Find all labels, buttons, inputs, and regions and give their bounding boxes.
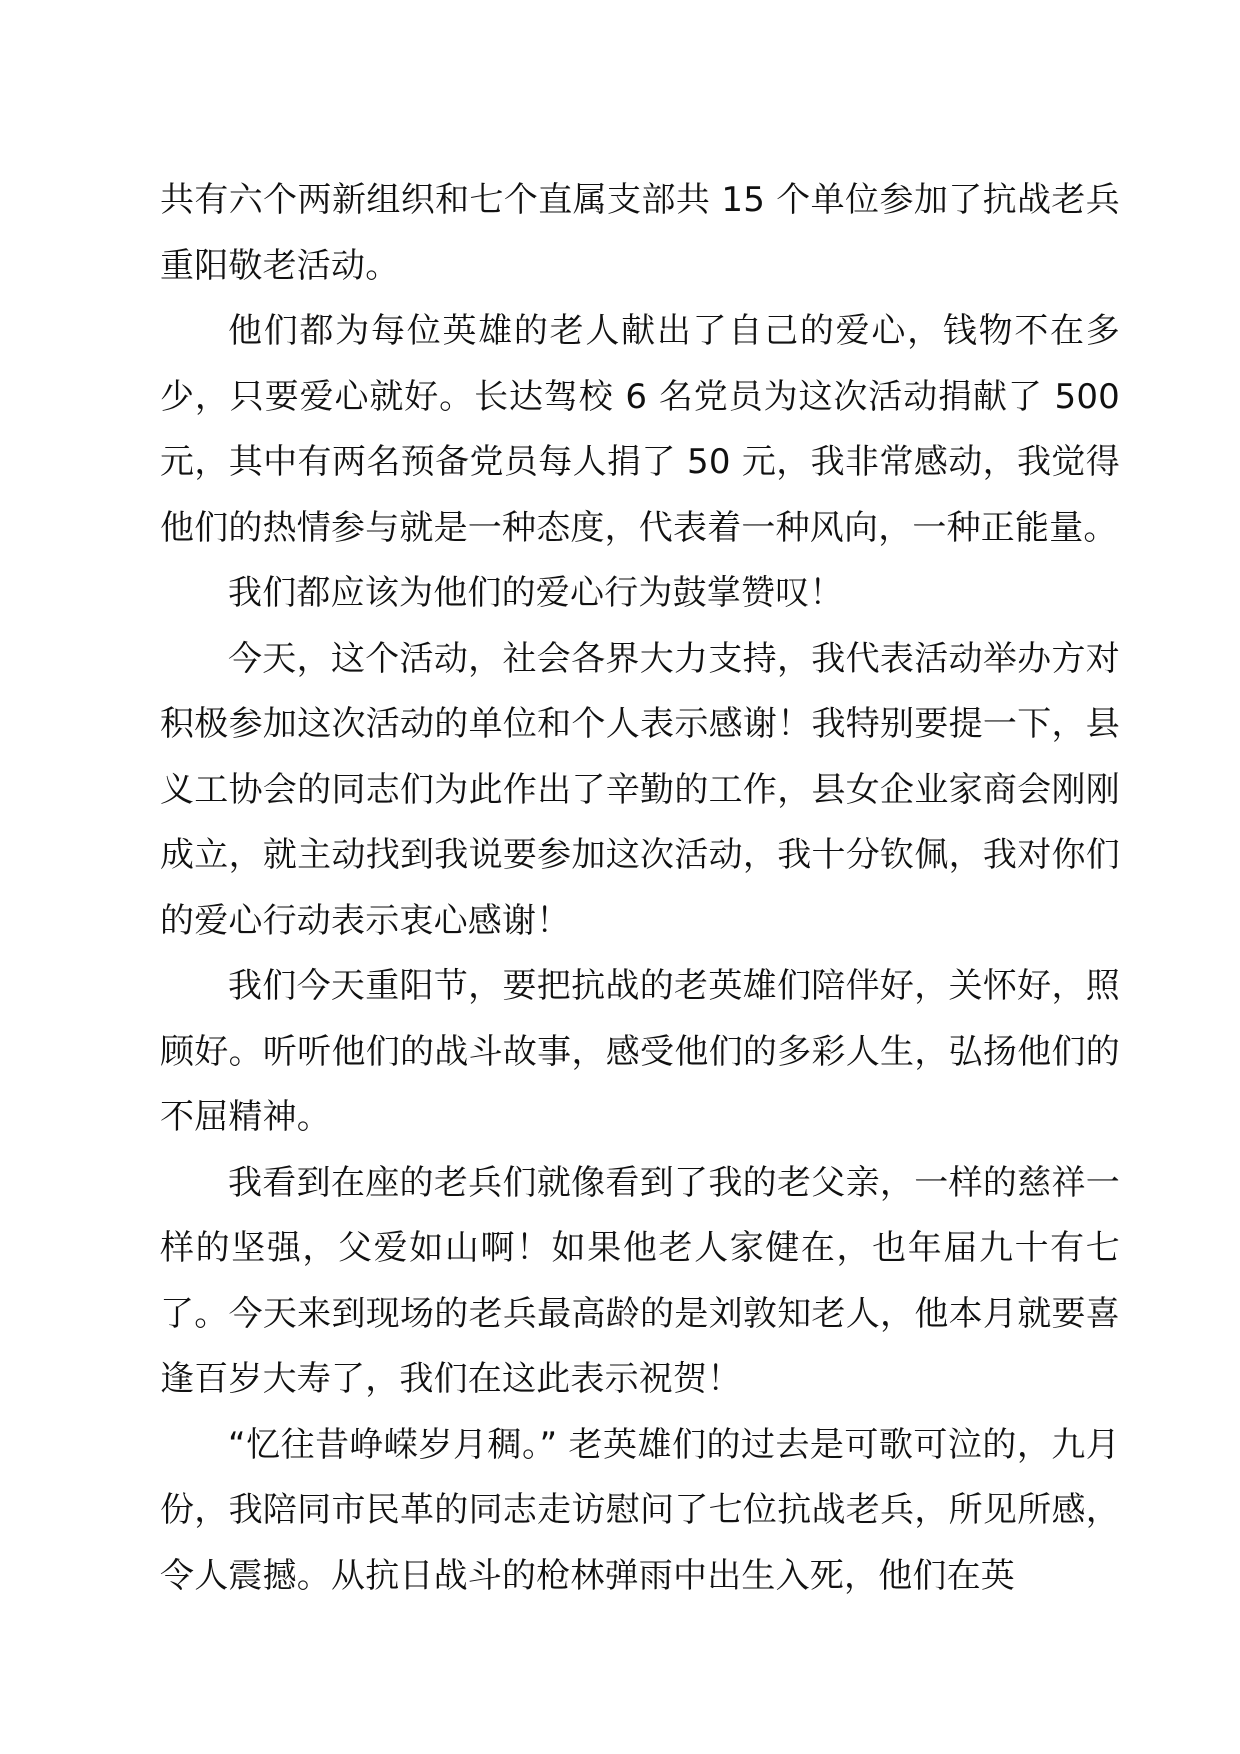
- paragraph-7: “忆往昔峥嵘岁月稠。” 老英雄们的过去是可歌可泣的，九月份，我陪同市民革的同志走访慰问了七位抗战老兵，所见所感，令人震撼。从抗日战斗的枪林弹雨中出生入死，他们在英: [160, 1424, 1120, 1596]
- paragraph-4: 今天，这个活动，社会各界大力支持，我代表活动举办方对积极参加这次活动的单位和个人表示感谢！我特别要提一下，县义工协会的同志们为此作出了辛勤的工作，县女企业家商会刚刚成立，就主动找到我说要参加这次活动，我十分钦佩，我对你们的爱心行动表示衷心感谢！: [160, 638, 1120, 941]
- paragraph-5: 我们今天重阳节，要把抗战的老英雄们陪伴好，关怀好，照顾好。听听他们的战斗故事，感受他们的多彩人生，弘扬他们的不屈精神。: [160, 966, 1120, 1137]
- paragraph-3: 我们都应该为他们的爱心行为鼓掌赞叹！: [228, 573, 844, 613]
- paragraph-1: 共有六个两新组织和七个直属支部共 15 个单位参加了抗战老兵重阳敬老活动。: [160, 180, 1120, 286]
- document-body: [160, 168, 1120, 1609]
- paragraph-2: 他们都为每位英雄的老人献出了自己的爱心，钱物不在多少，只要爱心就好。长达驾校 6 名党员为这次活动捐献了 500 元，其中有两名预备党员每人捐了 50 元，我非常感动，我觉得他们的热情参与就是一种态度，代表着一种风向，一种正能量。: [160, 311, 1120, 548]
- paragraph-6: 我看到在座的老兵们就像看到了我的老父亲，一样的慈祥一样的坚强，父爱如山啊！如果他老人家健在，也年届九十有七了。今天来到现场的老兵最高龄的是刘敦知老人，他本月就要喜逢百岁大寿了，我们在这此表示祝贺！: [160, 1162, 1120, 1399]
